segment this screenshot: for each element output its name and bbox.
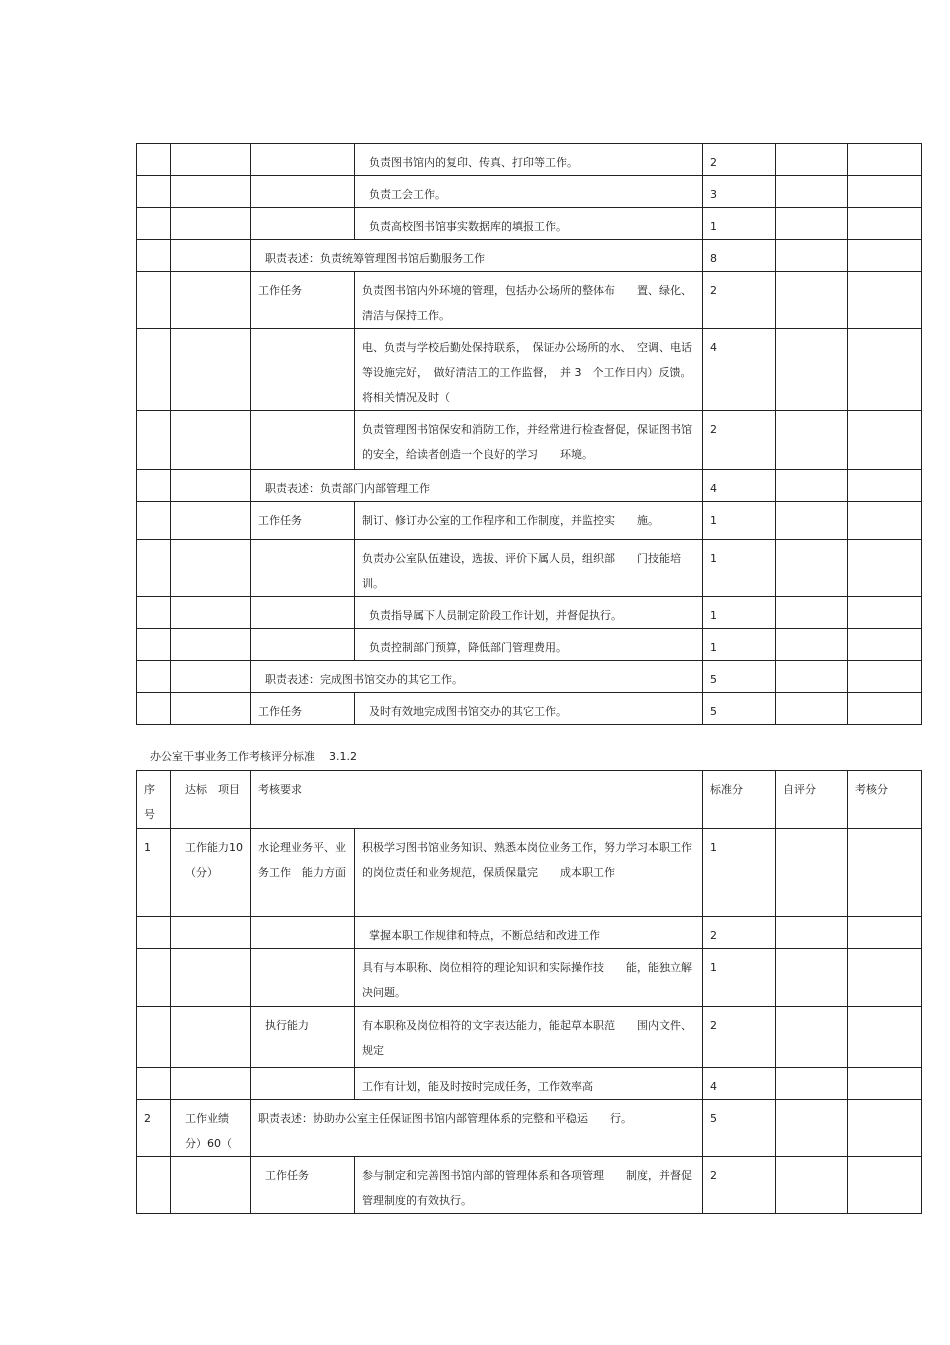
header-row — [137, 771, 922, 829]
header-standard-score: 标准分 — [703, 771, 776, 829]
score-cell: 4 — [703, 470, 776, 502]
score-cell: 2 — [703, 1157, 776, 1214]
task-cell: 负责工会工作。 — [355, 176, 703, 208]
header-item: 达标 项目 — [171, 771, 251, 829]
caption-code: 3.1.2 — [329, 750, 357, 763]
score-cell: 2 — [703, 917, 776, 949]
item-cell: 工作能力10（分） — [171, 829, 251, 917]
score-cell: 1 — [703, 597, 776, 629]
table-row — [137, 1100, 922, 1157]
task-cell: 负责指导属下人员制定阶段工作计划，并督促执行。 — [355, 597, 703, 629]
table-row — [137, 1157, 922, 1214]
task-cell: 及时有效地完成图书馆交办的其它工作。 — [355, 693, 703, 725]
table-row — [137, 329, 922, 411]
table-row — [137, 540, 922, 597]
table-row — [137, 917, 922, 949]
task-cell: 负责高校图书馆事实数据库的填报工作。 — [355, 208, 703, 240]
task-cell: 制订、修订办公室的工作程序和工作制度，并监控实 施。 — [355, 502, 703, 540]
task-cell: 负责办公室队伍建设，选拔、评价下属人员，组织部 门技能培训。 — [355, 540, 703, 597]
score-cell: 1 — [703, 949, 776, 1007]
work-task-label: 工作任务 — [251, 693, 355, 725]
score-cell: 1 — [703, 208, 776, 240]
table-row — [137, 411, 922, 470]
table-row — [137, 144, 922, 176]
task-cell: 掌握本职工作规律和特点，不断总结和改进工作 — [355, 917, 703, 949]
task-cell: 具有与本职称、岗位相符的理论知识和实际操作技 能，能独立解决问题。 — [355, 949, 703, 1007]
task-cell: 有本职称及岗位相符的文字表达能力，能起草本职范 围内文件、规定 — [355, 1007, 703, 1068]
task-cell: 工作有计划，能及时按时完成任务，工作效率高 — [355, 1068, 703, 1100]
duty-table-continued — [136, 143, 922, 725]
task-cell: 参与制定和完善图书馆内部的管理体系和各项管理 制度，并督促管理制度的有效执行。 — [355, 1157, 703, 1214]
duty-statement: 职责表述：负责部门内部管理工作 — [251, 470, 703, 502]
score-cell: 1 — [703, 502, 776, 540]
caption-title: 办公室干事业务工作考核评分标准 — [150, 750, 315, 763]
score-cell: 4 — [703, 329, 776, 411]
table-row — [137, 661, 922, 693]
duty-statement: 职责表述：负责统筹管理图书馆后勤服务工作 — [251, 240, 703, 272]
table-row — [137, 597, 922, 629]
task-cell: 负责管理图书馆保安和消防工作，并经常进行检查督促，保证图书馆的安全，给读者创造一个良好的学习 环境。 — [355, 411, 703, 470]
score-cell: 2 — [703, 144, 776, 176]
scoring-standard-table — [136, 770, 922, 1214]
seq-cell: 2 — [137, 1100, 171, 1157]
score-cell: 2 — [703, 272, 776, 329]
table-row — [137, 829, 922, 917]
score-cell: 4 — [703, 1068, 776, 1100]
table-row — [137, 470, 922, 502]
header-seq: 序号 — [137, 771, 171, 829]
score-cell: 3 — [703, 176, 776, 208]
score-cell: 5 — [703, 1100, 776, 1157]
score-cell: 5 — [703, 661, 776, 693]
task-cell: 负责图书馆内外环境的管理，包括办公场所的整体布 置、绿化、清洁与保持工作。 — [355, 272, 703, 329]
table-row — [137, 949, 922, 1007]
table-row — [137, 176, 922, 208]
item-cell: 工作业绩分）60（ — [171, 1100, 251, 1157]
score-cell: 2 — [703, 411, 776, 470]
task-cell: 积极学习图书馆业务知识、熟悉本岗位业务工作，努力学习本职工作的岗位责任和业务规范，保质保量完 成本职工作 — [355, 829, 703, 917]
duty-statement: 职责表述：完成图书馆交办的其它工作。 — [251, 661, 703, 693]
work-task-label: 工作任务 — [251, 502, 355, 540]
score-cell: 2 — [703, 1007, 776, 1068]
score-cell: 8 — [703, 240, 776, 272]
table-row — [137, 272, 922, 329]
header-exam-score: 考核分 — [848, 771, 922, 829]
work-task-label: 工作任务 — [251, 1157, 355, 1214]
table-row — [137, 208, 922, 240]
table-row — [137, 1007, 922, 1068]
header-requirement: 考核要求 — [251, 771, 703, 829]
duty-statement: 职责表述：协助办公室主任保证图书馆内部管理体系的完整和平稳运 行。 — [251, 1100, 703, 1157]
category-cell: 执行能力 — [251, 1007, 355, 1068]
score-cell: 1 — [703, 629, 776, 661]
score-cell: 1 — [703, 829, 776, 917]
seq-cell: 1 — [137, 829, 171, 917]
task-cell: 负责控制部门预算，降低部门管理费用。 — [355, 629, 703, 661]
table-row — [137, 1068, 922, 1100]
score-cell: 5 — [703, 693, 776, 725]
task-cell: 电、负责与学校后勤处保持联系， 保证办公场所的水、 空调、电话等设施完好， 做好清洁工的工作监督， 并 3 个工作日内）反馈。将相关情况及时（ — [355, 329, 703, 411]
header-self-score: 自评分 — [776, 771, 848, 829]
table-caption — [150, 748, 357, 764]
table-row — [137, 693, 922, 725]
table-row — [137, 629, 922, 661]
category-cell: 水论理业务平、业务工作 能力方面 — [251, 829, 355, 917]
work-task-label: 工作任务 — [251, 272, 355, 329]
table-row — [137, 502, 922, 540]
task-cell: 负责图书馆内的复印、传真、打印等工作。 — [355, 144, 703, 176]
table-row — [137, 240, 922, 272]
score-cell: 1 — [703, 540, 776, 597]
